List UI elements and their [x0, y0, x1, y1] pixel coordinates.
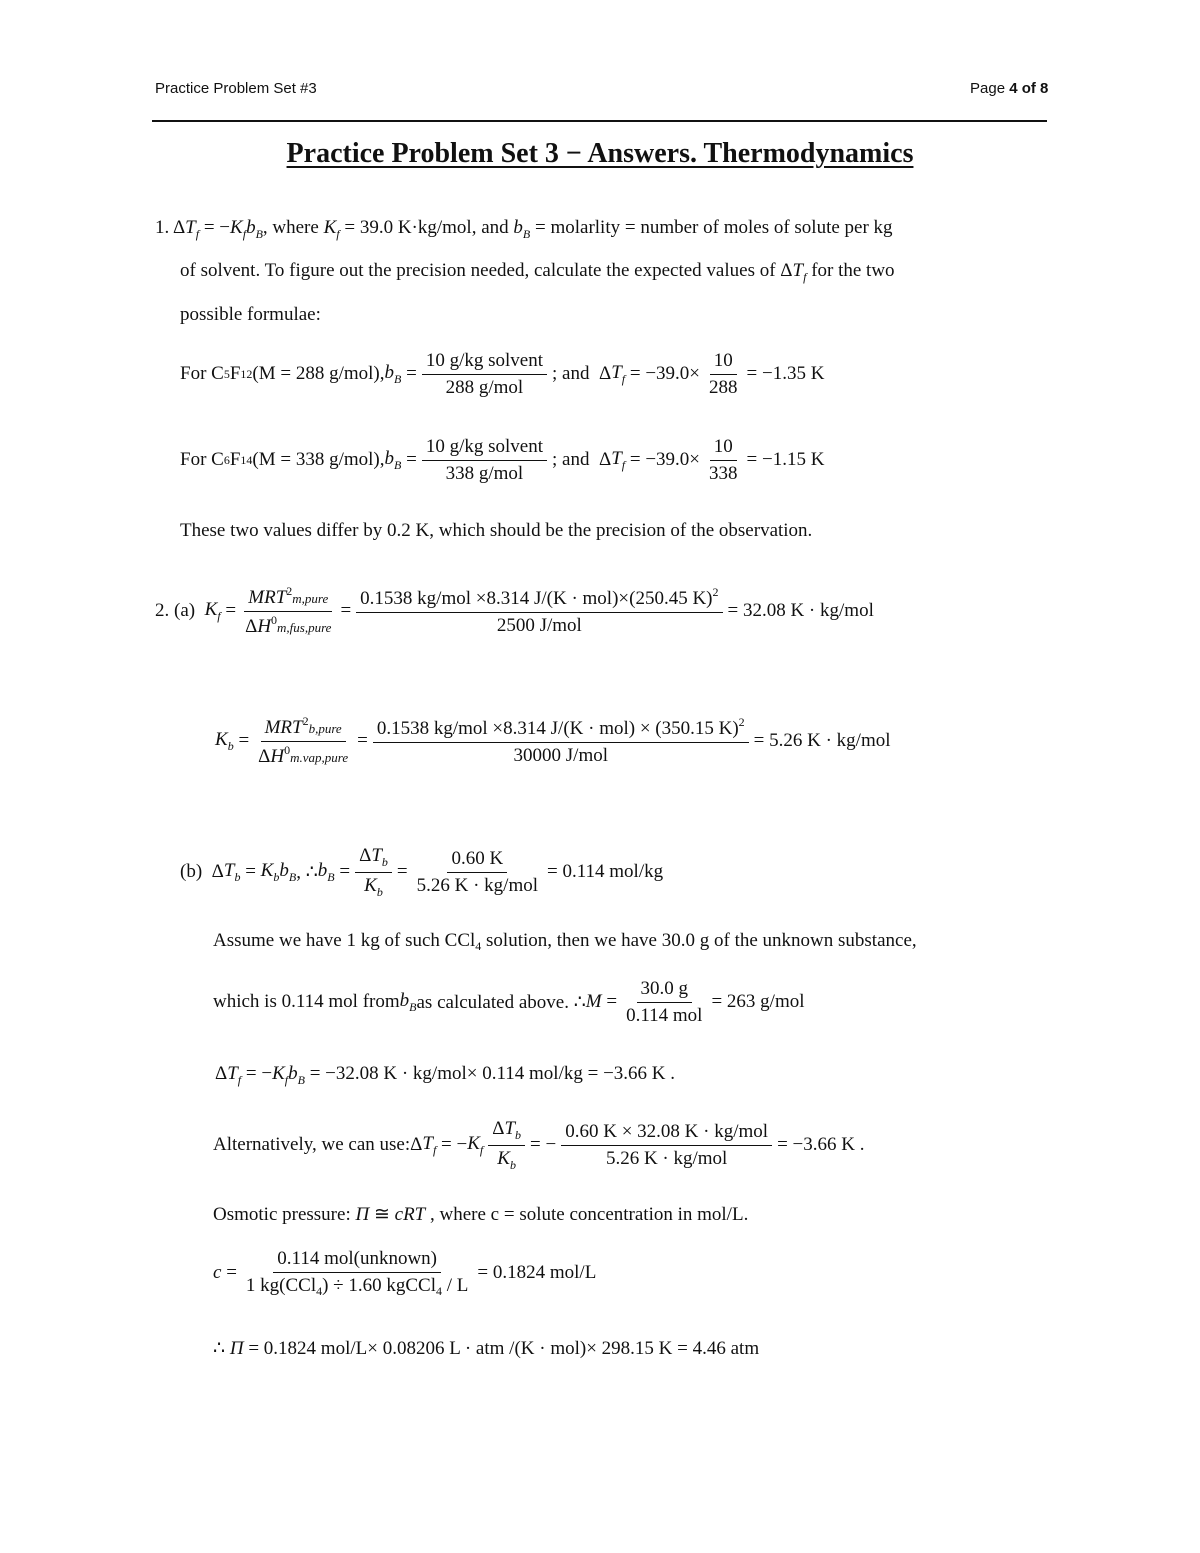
assume-sub: 4	[475, 939, 482, 953]
pressure-line: ∴ Π = 0.1824 mol/L× 0.08206 L · atm /(K · mol)× 298.15 K = 4.46 atm	[213, 1338, 760, 1359]
part-b-label: (b)	[180, 861, 203, 883]
page-of: of	[1017, 80, 1041, 97]
fraction-den: 5.26 K · kg/mol	[416, 874, 539, 896]
problem2-label: 2. (a)	[155, 600, 196, 622]
kb-equation: $K_b$ = $\frac{MRT^2b,pure}{\Delta H^0m.vap,pure}$ = $\frac{0.1538 kg/mol \times 8.314 J/(K \cdot mol) \times (350.15 K)^2}{\text{30000 J/mol}}$ = 5.26 K · kg/mol	[215, 714, 891, 767]
kf-num: 0.1538 kg/mol ×8.314 J/(K · mol)×(250.45 K)	[360, 588, 713, 609]
kb-num: 0.1538 kg/mol ×8.314 J/(K · mol) × (350.15 K)	[376, 718, 739, 739]
case2-and: ; and	[552, 449, 590, 471]
case1-sub2: 12	[240, 366, 253, 381]
fraction-den: 288 g/mol	[445, 376, 524, 398]
fraction-den: 338	[709, 462, 738, 484]
case1-prefix: For C	[180, 363, 224, 385]
where-text: , where	[262, 217, 324, 238]
page-current: 4	[1009, 80, 1018, 97]
case1-dt-fraction	[705, 350, 742, 399]
alternative-text: Alternatively, we can use:	[213, 1134, 411, 1156]
case1-result: = −1.35 K	[746, 363, 825, 385]
molar-mass-result: = 263 g/mol	[711, 991, 805, 1013]
concentration-line: c = $\frac{\text{0.114 mol(unknown)}}{1 kg(CCl_4) \div 1.60 kgCCl_4 / L}$ = 0.1824 mol/L	[213, 1248, 597, 1298]
concentration-fraction: $\frac{\text{0.114 mol(unknown)}}{1 kg(CCl_4) \div 1.60 kgCCl_4 / L}$	[245, 1248, 469, 1298]
line2-end: for the two	[806, 260, 895, 281]
delta-symbol: Δ	[172, 217, 186, 238]
which-text: which is 0.114 mol from	[213, 991, 400, 1013]
page-total: 8	[1040, 80, 1049, 97]
molar-mass-fraction	[622, 978, 706, 1027]
case2-dt-fraction	[705, 436, 742, 485]
osmotic-line: Osmotic pressure: Π ≅ cRT , where c = solute concentration in mol/L.	[213, 1204, 749, 1225]
case1-molar: (M = 288 g/mol),	[252, 363, 385, 385]
case2-equation: For C 6 F 14 (M = 338 g/mol), $b_B$ = $\frac{\text{10 g/kg solvent}}{\text{338 g/mol}}$ ; and Δ $T_f$ = −39.0× $\frac{10}{338}$ = −1.15 K	[180, 436, 825, 484]
case2-sub2: 14	[240, 452, 253, 467]
fraction-den: 338 g/mol	[445, 462, 524, 484]
case1-bb-fraction	[422, 350, 547, 399]
dtf-line: $\Delta T_f = -K_fb_B = -32.08$ K · kg/mol× 0.114 mol/kg = −3.66 K .	[215, 1063, 676, 1087]
page-title-text: Practice Problem Set 3 − Answers. Thermodynamics	[286, 138, 914, 169]
fraction-num: 0.60 K	[447, 848, 507, 873]
problem1-number: 1.	[155, 217, 170, 238]
kf-den: 2500 J/mol	[496, 614, 582, 636]
line2-text: of solvent. To figure out the precision needed, calculate the expected values of	[180, 260, 781, 281]
header-left: Practice Problem Set #3	[155, 80, 317, 97]
alternative-line: Alternatively, we can use: Δ $T_f$ = − $K_f$ $\frac{\Delta T_b}{K_b}$ = − $\frac{\text{0.60 K × 32.08 K · kg/mol}}{\text{5.26 K · kg/mol}}$ = −3.66 K .	[213, 1118, 865, 1172]
fraction-num: 10 g/kg solvent	[422, 350, 547, 375]
kf-symbolic-fraction: $\frac{MRT^2m,pure}{\Delta H^0m,fus,pure}$	[245, 584, 332, 637]
case1-equation: For C 5 F 12 (M = 288 g/mol), $b_B$ = $\frac{\text{10 g/kg solvent}}{\text{288 g/mol}}$ ; and Δ $T_f$ = −39.0× $\frac{10}{288}$ = −1.35 K	[180, 350, 825, 398]
osmotic-text: Osmotic pressure:	[213, 1204, 356, 1225]
page-prefix: Page	[970, 80, 1010, 97]
header-rule	[152, 120, 1047, 122]
kf-sub-num: m,pure	[292, 591, 329, 606]
fraction-num: 10	[710, 436, 737, 461]
kf-value: = 39.0 K·kg/mol, and	[344, 217, 514, 238]
kb-result: = 5.26 K · kg/mol	[753, 730, 891, 752]
case1-sub1: 5	[223, 366, 230, 381]
kf-numeric-fraction: $\frac{0.1538 kg/mol \times 8.314 J/(K \cdot mol)\times(250.45 K)^2}{\text{2500 J/mol}}$	[356, 586, 722, 637]
kb-sub-num: b,pure	[308, 721, 342, 736]
kf-sub-den: m,fus,pure	[277, 619, 332, 635]
case2-result: = −1.15 K	[746, 449, 825, 471]
assume-text: Assume we have 1 kg of such CCl	[213, 930, 476, 951]
kb-sub-den: m.vap,pure	[290, 749, 349, 765]
which-rest: as calculated above. ∴	[416, 991, 586, 1013]
alt-numeric-fraction	[561, 1121, 772, 1170]
problem1-line3: possible formulae:	[180, 304, 321, 325]
case2-molar: (M = 338 g/mol),	[252, 449, 385, 471]
kf-equation: 2. (a) $K_f$ = $\frac{MRT^2m,pure}{\Delta H^0m,fus,pure}$ = $\frac{0.1538 kg/mol \times 8.314 J/(K \cdot mol)\times(250.45 K)^2}{\text{2500 J/mol}}$ = 32.08 K · kg/mol	[155, 584, 874, 637]
part-b-symbolic-fraction: $\frac{\Delta T_b}{K_b}$	[355, 845, 392, 900]
c-den: 1 kg(CCl	[245, 1274, 317, 1296]
part-b-result: = 0.114 mol/kg	[547, 861, 664, 883]
case2-coef: = −39.0×	[629, 449, 701, 471]
kb-symbolic-fraction: $\frac{MRT^2b,pure}{\Delta H^0m.vap,pure}$	[258, 714, 349, 767]
kb-numeric-fraction: $\frac{0.1538 kg/mol \times 8.314 J/(K \cdot mol) \times (350.15 K)^2}{\text{30000 J/mol}}$	[373, 716, 749, 767]
alt-symbolic-fraction: $\frac{\Delta T_b}{K_b}$	[488, 1118, 525, 1173]
osmotic-rest: , where c = solute concentration in mol/L.	[425, 1204, 749, 1225]
fraction-num: 30.0 g	[637, 978, 693, 1003]
case2-bb-fraction	[422, 436, 547, 485]
page-indicator	[970, 80, 1048, 97]
assume-rest: solution, then we have 30.0 g of the unknown substance,	[481, 930, 917, 951]
fraction-num: 0.114 mol(unknown)	[273, 1248, 441, 1273]
fraction-den: 0.114 mol	[626, 1004, 703, 1026]
kf-result: = 32.08 K · kg/mol	[727, 600, 874, 622]
dtf-text: = −32.08 K · kg/mol× 0.114 mol/kg = −3.66 K .	[309, 1063, 676, 1084]
alternative-result: = −3.66 K .	[777, 1134, 865, 1156]
fraction-den: 5.26 K · kg/mol	[605, 1147, 728, 1169]
part-b-numeric-fraction	[413, 848, 542, 897]
problem1-line2: of solvent. To figure out the precision needed, calculate the expected values of $\Delta T_f$ for the two	[180, 260, 895, 284]
problem1-line1: 1. $\Delta T_f = -K_fb_B$, where $K_f = 39.0$ K·kg/mol, and $b_B$ = molarlity = number of moles of solute per kg	[155, 217, 893, 241]
page-title	[0, 138, 1200, 170]
pressure-text: = 0.1824 mol/L× 0.08206 L · atm /(K · mol)× 298.15 K = 4.46 atm	[248, 1338, 760, 1359]
fraction-num: 10 g/kg solvent	[422, 436, 547, 461]
assume-line	[213, 930, 917, 954]
c-den-end: / L	[442, 1274, 469, 1296]
fraction-den: 288	[709, 376, 738, 398]
case2-sub1: 6	[223, 452, 230, 467]
case2-mid: F	[229, 449, 241, 471]
case1-coef: = −39.0×	[629, 363, 701, 385]
case1-and: ; and	[552, 363, 590, 385]
c-den-rest: ) ÷ 1.60 kgCCl	[322, 1274, 436, 1296]
case1-mid: F	[229, 363, 241, 385]
kb-den: 30000 J/mol	[513, 744, 608, 766]
part-b-equation: (b) Δ $T_b$ = $K_bb_B$ , ∴ $b_B$ = $\frac{\Delta T_b}{K_b}$ = $\frac{0.60 K}{\text{5.26 K · kg/mol}}$ = 0.114 mol/kg	[180, 845, 664, 899]
fraction-num: 0.60 K × 32.08 K · kg/mol	[561, 1121, 772, 1146]
fraction-num: 10	[710, 350, 737, 375]
case2-prefix: For C	[180, 449, 224, 471]
problem1-conclusion: These two values differ by 0.2 K, which should be the precision of the observation.	[180, 520, 813, 541]
concentration-result: = 0.1824 mol/L	[477, 1262, 597, 1284]
molar-mass-line: which is 0.114 mol from $b_B$ as calculated above. ∴ M = $\frac{30.0 g}{\text{0.114 mol}}$ = 263 g/mol	[213, 978, 805, 1026]
therefore-text: , ∴	[296, 861, 318, 883]
bb-definition: = molarlity = number of moles of solute per kg	[535, 217, 893, 238]
